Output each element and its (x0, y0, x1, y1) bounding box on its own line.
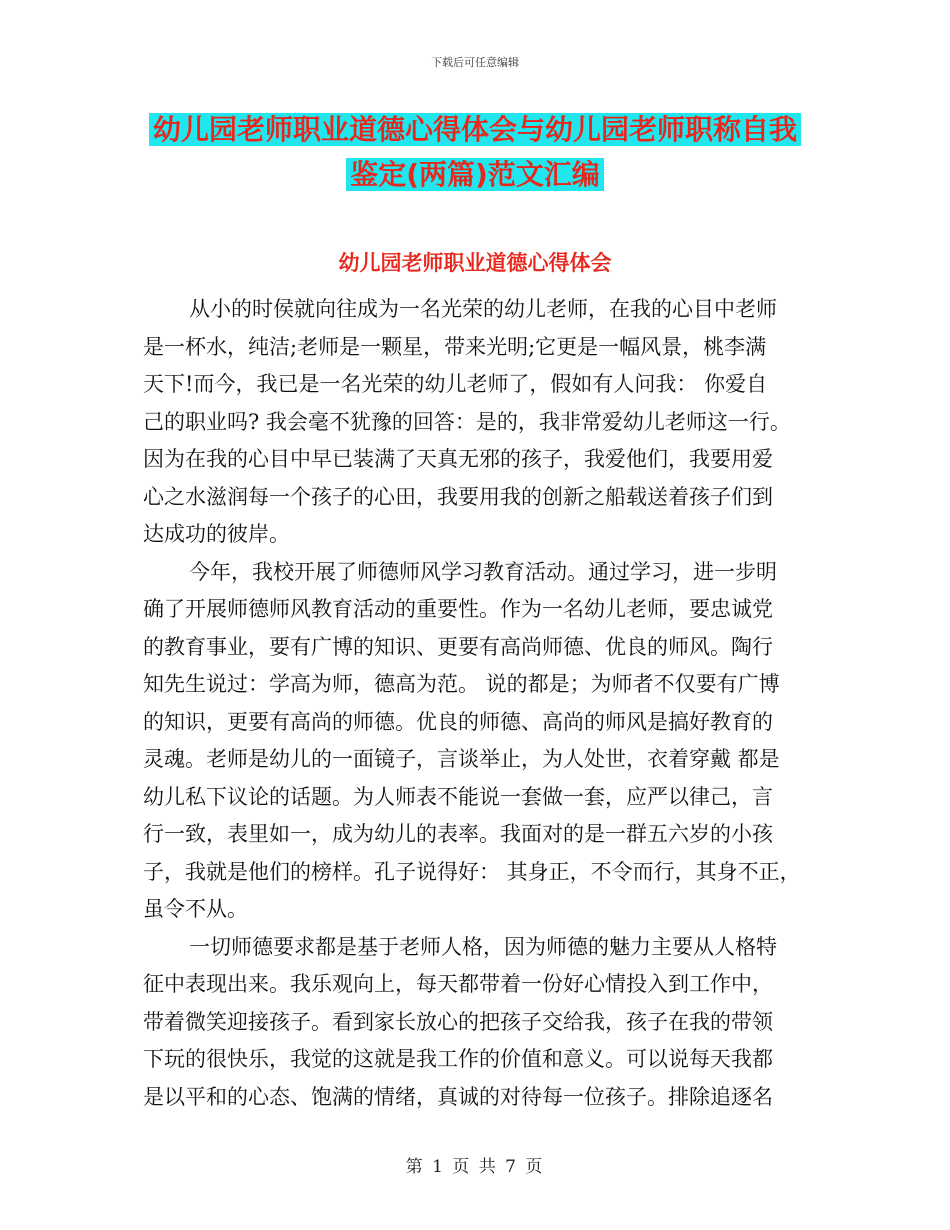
text-line: 知先生说过：学高为师，德高为范。 说的都是；为师者不仅要有广博 (143, 672, 780, 696)
text-line: 的教育事业，要有广博的知识、更要有高尚师德、优良的师风。陶行 (143, 634, 773, 659)
text-line: 行一致，表里如一，成为幼儿的表率。我面对的是一群五六岁的小孩 (143, 822, 773, 846)
text-line: 从小的时侯就向往成为一名光荣的幼儿老师，在我的心目中老师 (189, 297, 777, 321)
text-line: 天下!而今，我已是一名光荣的幼儿老师了，假如有人问我： 你爱自 (143, 372, 768, 396)
text-line: 灵魂。老师是幼儿的一面镜子，言谈举止，为人处世，衣着穿戴 都是 (143, 747, 780, 771)
text-line: 是一杯水，纯洁;老师是一颗星，带来光明;它更是一幅风景，桃李满 (143, 334, 767, 359)
text-line: 子，我就是他们的榜样。孔子说得好： 其身正，不令而行，其身不正， (143, 859, 801, 884)
text-line: 心之水滋润每一个孩子的心田，我要用我的创新之船载送着孩子们到 (143, 484, 773, 509)
text-line: 因为在我的心目中早已装满了天真无邪的孩子，我爱他们，我要用爱 (143, 447, 773, 471)
page-number-footer: 第 1 页 共 7 页 (405, 1157, 545, 1177)
document-title-line-1 (0, 110, 950, 150)
document-title-line-1-text: 幼儿园老师职业道德心得体会与幼儿园老师职称自我 (149, 113, 801, 146)
text-line: 的知识，更要有高尚的师德。优良的师德、高尚的师风是搞好教育的 (143, 709, 773, 734)
text-line: 下玩的很快乐，我觉的这就是我工作的价值和意义。可以说每天我都 (143, 1047, 773, 1071)
document-title-line-2 (0, 155, 950, 195)
section-title: 幼儿园老师职业道德心得体会 (338, 251, 612, 275)
header-note: 下载后可任意编辑 (431, 56, 519, 69)
body-text (143, 291, 823, 1116)
text-line: 征中表现出来。我乐观向上，每天都带着一份好心情投入到工作中， (143, 972, 773, 996)
document-title-line-2-text: 鉴定(两篇)范文汇编 (346, 158, 604, 191)
text-line: 一切师德要求都是基于老师人格，因为师德的魅力主要从人格特 (189, 934, 777, 959)
text-line: 幼儿私下议论的话题。为人师表不能说一套做一套，应严以律己，言 (143, 784, 773, 809)
text-line: 带着微笑迎接孩子。看到家长放心的把孩子交给我，孩子在我的带领 (143, 1009, 773, 1034)
text-line: 确了开展师德师风教育活动的重要性。作为一名幼儿老师，要忠诚党 (143, 597, 773, 621)
text-line: 是以平和的心态、饱满的情绪，真诚的对待每一位孩子。排除追逐名 (143, 1084, 773, 1109)
text-line: 己的职业吗? 我会毫不犹豫的回答：是的，我非常爱幼儿老师这一行。 (143, 409, 791, 434)
text-line: 达成功的彼岸。 (143, 522, 290, 546)
text-line: 今年，我校开展了师德师风学习教育活动。通过学习，进一步明 (189, 559, 777, 584)
text-line: 虽令不从。 (143, 897, 248, 921)
